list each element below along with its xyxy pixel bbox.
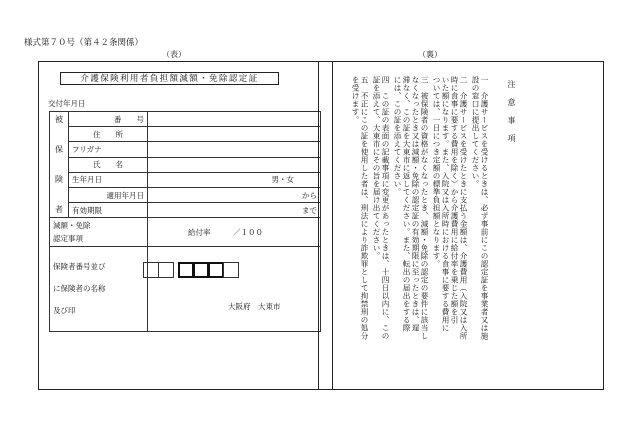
note-line-12: 証を添えて、大東市にその旨を届け出てください。 bbox=[372, 76, 381, 260]
reduction-label-line2: 認定事項 bbox=[53, 234, 83, 244]
side-label-1: 被 bbox=[50, 112, 69, 127]
gender-value: 男・女 bbox=[148, 172, 321, 187]
note-line-8: なくなったとき又は減額・免除の認定証の有効期限に至ったときは、遅 bbox=[411, 76, 420, 332]
insurer-number-box bbox=[193, 262, 209, 278]
insurer-number-box bbox=[223, 262, 239, 278]
note-line-2: 設の窓口に提出してください。 bbox=[471, 76, 480, 188]
benefit-rate: 給付率 ／１００ bbox=[148, 218, 321, 247]
insurer-number-box bbox=[208, 262, 224, 278]
reduction-label-line1: 減額・免除 bbox=[53, 221, 91, 231]
side-label-3: 険 bbox=[50, 172, 69, 187]
front-side-label: （表） bbox=[162, 50, 186, 59]
note-line-13: 五 不正にこの証を使用した者は、刑法により詐欺罪として拘禁刑の処分 bbox=[360, 76, 369, 340]
side-label-2: 保 bbox=[50, 142, 69, 157]
note-line-14: を受けます。 bbox=[351, 76, 360, 124]
insurer-number-box bbox=[178, 262, 194, 278]
note-line-4: 時に食事に要する費用を除く）から介護費用に給付率を乗じた額を引 bbox=[450, 76, 459, 324]
issue-date-label: 交付年月日 bbox=[48, 99, 86, 108]
form-number: 様式第７０号（第４２条関係） bbox=[24, 38, 144, 48]
number-value bbox=[148, 112, 321, 127]
note-line-3: 二 介護サービスを受けたときに支払う金額は、介護費用（入院又は入所 bbox=[459, 76, 468, 340]
insurer-number-box bbox=[158, 262, 174, 278]
applied-from: から bbox=[148, 187, 321, 202]
name-value bbox=[148, 157, 321, 172]
side-label-4: 者 bbox=[50, 203, 69, 218]
insurer-number-box bbox=[143, 262, 159, 278]
name-label: 氏 名 bbox=[69, 157, 148, 172]
furigana-value bbox=[148, 142, 321, 157]
note-line-11: 四 この証の表面の記載事項に変更があったときは、十四日以内に、この bbox=[381, 76, 390, 340]
note-line-9: 滞なく、この証を大東市に返してください。また、転出の届出をする際 bbox=[402, 76, 411, 332]
number-label: 番 号 bbox=[69, 112, 148, 127]
card-title: 介護保険利用者負担額減額・免除認定証 bbox=[60, 72, 279, 85]
valid-until: まで bbox=[148, 203, 321, 218]
insurer-name: 大阪府 大東市 bbox=[148, 247, 321, 332]
insurer-label-line2: に保険者の名称 bbox=[53, 284, 106, 294]
note-line-1: 一 介護サービスを受けるときは、必ず事前にこの認定証を事業者又は施 bbox=[480, 76, 489, 340]
notes-heading: 注 意 事 項 bbox=[507, 80, 516, 143]
note-line-5: いた額になります。また、入院又は入所時における食事に要する費用に bbox=[441, 76, 450, 332]
back-side-label: （裏） bbox=[418, 50, 442, 59]
reduction-label bbox=[50, 218, 148, 247]
insurer-label bbox=[50, 247, 148, 332]
address-label: 住 所 bbox=[69, 127, 148, 142]
furigana-label: フリガナ bbox=[69, 142, 148, 157]
note-line-7: 三 被保険者の資格がなくなったとき、減額・免除の認定の要件に該当し bbox=[420, 76, 429, 340]
note-line-6: ついては、一日につき定額の標準負担額となります。 bbox=[432, 76, 441, 268]
insurer-label-line1: 保険者番号並び bbox=[53, 262, 106, 272]
address-value bbox=[148, 127, 321, 142]
insured-info-table bbox=[49, 111, 321, 332]
valid-period-label: 有効期限 bbox=[69, 203, 148, 218]
birthdate-label: 生年月日 bbox=[69, 172, 148, 187]
insurer-number-boxes bbox=[143, 262, 238, 278]
applied-date-label: 適用年月日 bbox=[69, 187, 148, 202]
insurer-label-line3: 及び印 bbox=[53, 306, 76, 316]
note-line-10: には、この証を添えてください。 bbox=[393, 76, 402, 196]
